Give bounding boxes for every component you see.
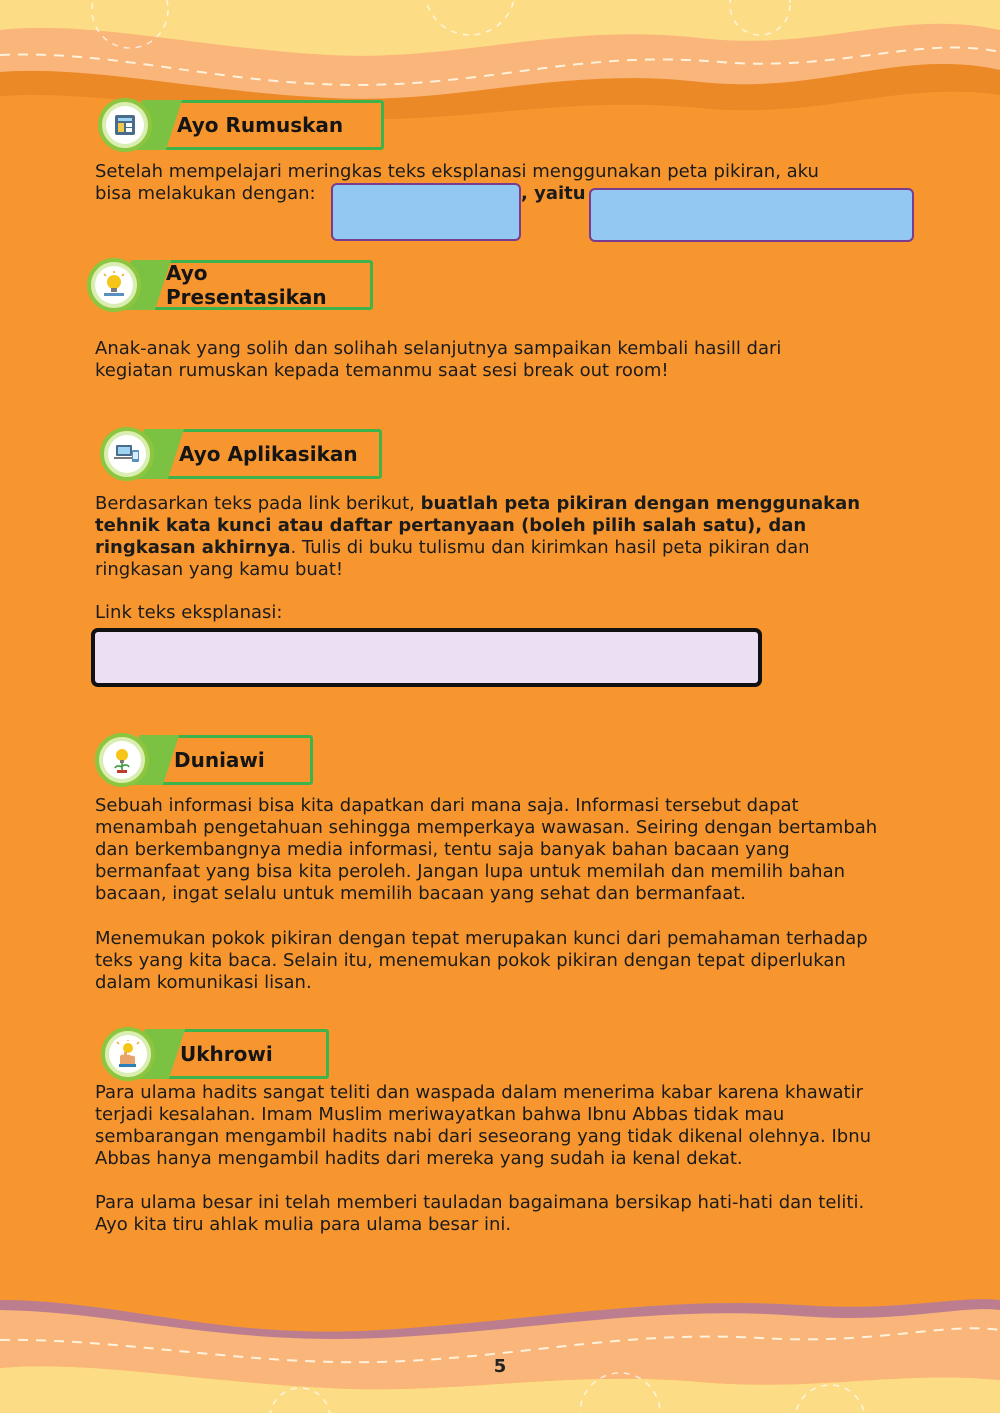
duniawi-paragraph-1: Sebuah informasi bisa kita dapatkan dari mana saja. Informasi tersebut dapat menambah pengetahuan sehingga memperkaya wawasan. Seiring dengan bertambah dan berkembangnya media informasi, tentu saja banyak bahan bacaan yang bermanfaat yang bisa kita peroleh. Jangan lupa untuk memilah dan memilih bahan bacaan, ingat selalu untuk memilih bacaan yang sehat dan bermanfaat. (95, 795, 878, 904)
lightbulb-presentation-icon (87, 258, 141, 312)
duniawi-paragraph-2: Menemukan pokok pikiran dengan tepat merupakan kunci dari pemahaman terhadap teks yang kita baca. Selain itu, menemukan pokok pikiran dengan tepat diperlukan dalam komunikasi lisan. (95, 928, 868, 993)
rumuskan-connector: , yaitu (521, 183, 586, 204)
answer-box-description[interactable] (589, 188, 914, 242)
page-number: 5 (493, 1356, 507, 1377)
devices-icon (100, 427, 154, 481)
presentasikan-text (95, 338, 895, 382)
aplikasikan-instruction: buatlah peta pikiran dengan menggunakan tehnik kata kunci atau daftar pertanyaan (boleh pilih salah satu), dan ringkasan akhirnya (95, 493, 861, 558)
rumuskan-line-1: Setelah mempelajari meringkas teks eksplanasi menggunakan peta pikiran, aku (95, 161, 819, 182)
monitor-icon (98, 98, 152, 152)
section-title: Duniawi (147, 735, 313, 785)
link-input-box[interactable] (91, 628, 762, 687)
ukhrowi-paragraph-2: Para ulama besar ini telah memberi tauladan bagaimana bersikap hati-hati dan teliti. Ayo kita tiru ahlak mulia para ulama besar ini. (95, 1192, 865, 1235)
section-title: Ayo Aplikasikan (152, 429, 382, 479)
lightbulb-plant-icon (95, 733, 149, 787)
ukhrowi-paragraph-1: Para ulama hadits sangat teliti dan waspada dalam menerima kabar karena khawatir terjadi kesalahan. Imam Muslim meriwayatkan bahwa Ibnu Abbas tidak mau sembarangan mengambil hadits nabi dari seseorang yang tidak dikenal olehnya. Ibnu Abbas hanya mengambil hadits dari mereka yang sudah ia kenal dekat. (95, 1082, 872, 1169)
hand-lightbulb-icon (101, 1027, 155, 1081)
aplikasikan-intro: Berdasarkan teks pada link berikut, (95, 493, 421, 514)
rumuskan-line-2: bisa melakukan dengan: (95, 183, 316, 204)
answer-box-method[interactable] (331, 183, 521, 241)
presentasikan-line-2: kegiatan rumuskan kepada temanmu saat sesi break out room! (95, 360, 669, 381)
aplikasikan-text (95, 493, 885, 581)
section-title: Ayo Presentasikan (139, 260, 373, 310)
link-label: Link teks eksplanasi: (95, 602, 283, 623)
presentasikan-line-1: Anak-anak yang solih dan solihah selanjutnya sampaikan kembali hasill dari (95, 338, 782, 359)
aplikasikan-rest: . Tulis di buku tulismu dan kirimkan hasil peta pikiran dan ringkasan yang kamu buat! (95, 537, 810, 580)
section-title: Ayo Rumuskan (150, 100, 384, 150)
section-title: Ukhrowi (153, 1029, 329, 1079)
